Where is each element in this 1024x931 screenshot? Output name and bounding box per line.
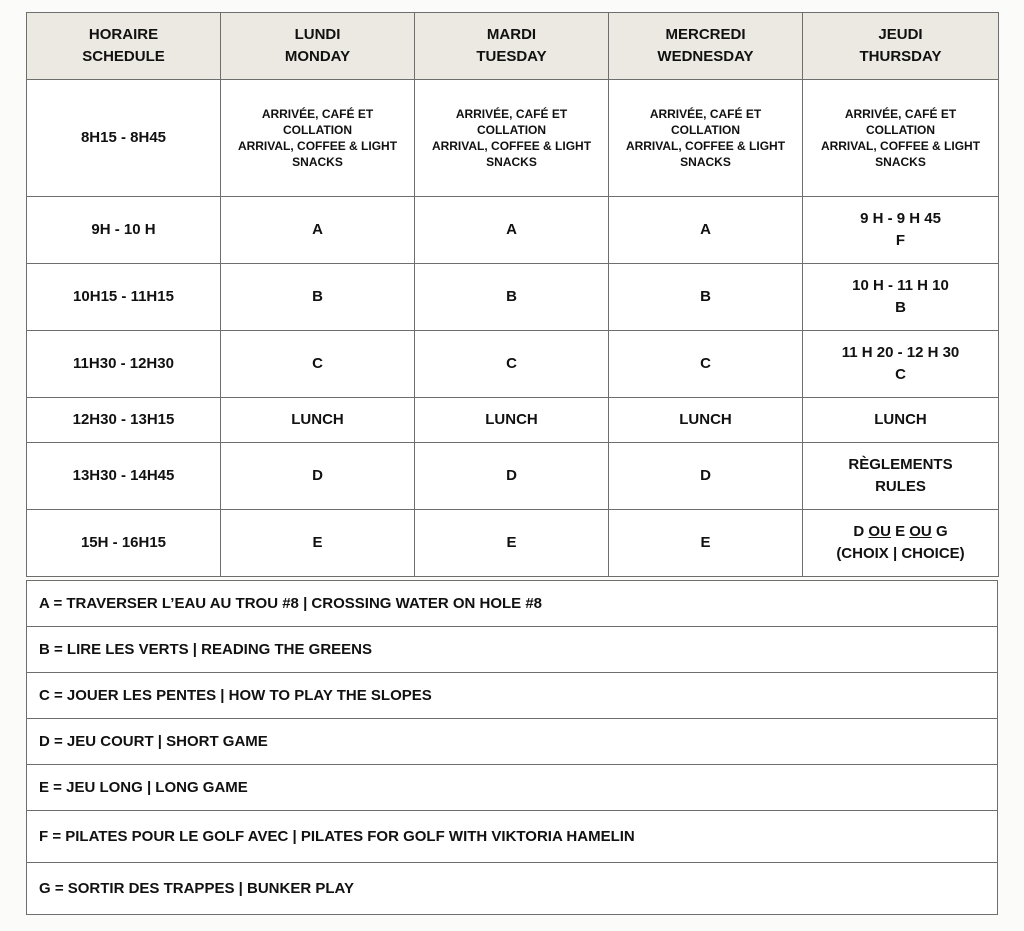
- table-cell: 11 H 20 - 12 H 30 C: [803, 331, 999, 398]
- header-monday: LUNDI MONDAY: [221, 13, 415, 80]
- table-cell: ARRIVÉE, CAFÉ ET COLLATION ARRIVAL, COFFEE & LIGHT SNACKS: [415, 80, 609, 197]
- time-cell: 8H15 - 8H45: [27, 80, 221, 197]
- legend-item: A = TRAVERSER L’EAU AU TROU #8 | CROSSING WATER ON HOLE #8: [27, 581, 998, 627]
- header-wednesday: MERCREDI WEDNESDAY: [609, 13, 803, 80]
- table-cell: D: [221, 443, 415, 510]
- schedule-table: [26, 12, 999, 577]
- time-cell: 15H - 16H15: [27, 510, 221, 577]
- legend-row: [27, 719, 998, 765]
- table-cell: E: [609, 510, 803, 577]
- table-cell: LUNCH: [609, 398, 803, 443]
- header-row: [27, 13, 999, 80]
- table-cell: LUNCH: [415, 398, 609, 443]
- time-cell: 11H30 - 12H30: [27, 331, 221, 398]
- table-cell: C: [415, 331, 609, 398]
- table-cell: 10 H - 11 H 10 B: [803, 264, 999, 331]
- legend-row: [27, 581, 998, 627]
- time-cell: 9H - 10 H: [27, 197, 221, 264]
- time-cell: 10H15 - 11H15: [27, 264, 221, 331]
- table-cell: E: [221, 510, 415, 577]
- legend-table: [26, 580, 998, 915]
- time-cell: 13H30 - 14H45: [27, 443, 221, 510]
- table-cell: C: [609, 331, 803, 398]
- time-cell: 12H30 - 13H15: [27, 398, 221, 443]
- table-row: [27, 331, 999, 398]
- table-cell: D OU E OU G (CHOIX | CHOICE): [803, 510, 999, 577]
- legend-row: [27, 863, 998, 915]
- table-row: [27, 264, 999, 331]
- table-row: [27, 80, 999, 197]
- header-thursday: JEUDI THURSDAY: [803, 13, 999, 80]
- legend-item: G = SORTIR DES TRAPPES | BUNKER PLAY: [27, 863, 998, 915]
- table-cell: A: [415, 197, 609, 264]
- header-schedule: HORAIRE SCHEDULE: [27, 13, 221, 80]
- table-cell: B: [415, 264, 609, 331]
- legend-row: [27, 673, 998, 719]
- table-row: [27, 197, 999, 264]
- table-cell: A: [609, 197, 803, 264]
- table-cell: LUNCH: [803, 398, 999, 443]
- legend-item: C = JOUER LES PENTES | HOW TO PLAY THE SLOPES: [27, 673, 998, 719]
- table-cell: LUNCH: [221, 398, 415, 443]
- table-cell: D: [415, 443, 609, 510]
- table-cell: C: [221, 331, 415, 398]
- table-cell: B: [221, 264, 415, 331]
- table-row: [27, 443, 999, 510]
- legend-row: [27, 765, 998, 811]
- table-cell: 9 H - 9 H 45 F: [803, 197, 999, 264]
- table-cell: A: [221, 197, 415, 264]
- table-cell: ARRIVÉE, CAFÉ ET COLLATION ARRIVAL, COFFEE & LIGHT SNACKS: [221, 80, 415, 197]
- table-cell: D: [609, 443, 803, 510]
- table-cell: B: [609, 264, 803, 331]
- table-cell: ARRIVÉE, CAFÉ ET COLLATION ARRIVAL, COFFEE & LIGHT SNACKS: [609, 80, 803, 197]
- table-row: [27, 398, 999, 443]
- header-tuesday: MARDI TUESDAY: [415, 13, 609, 80]
- table-cell: ARRIVÉE, CAFÉ ET COLLATION ARRIVAL, COFFEE & LIGHT SNACKS: [803, 80, 999, 197]
- legend-item: F = PILATES POUR LE GOLF AVEC | PILATES FOR GOLF WITH VIKTORIA HAMELIN: [27, 811, 998, 863]
- legend-item: D = JEU COURT | SHORT GAME: [27, 719, 998, 765]
- legend-item: B = LIRE LES VERTS | READING THE GREENS: [27, 627, 998, 673]
- legend-item: E = JEU LONG | LONG GAME: [27, 765, 998, 811]
- legend-row: [27, 811, 998, 863]
- table-cell: E: [415, 510, 609, 577]
- legend-row: [27, 627, 998, 673]
- table-row: [27, 510, 999, 577]
- table-cell: RÈGLEMENTS RULES: [803, 443, 999, 510]
